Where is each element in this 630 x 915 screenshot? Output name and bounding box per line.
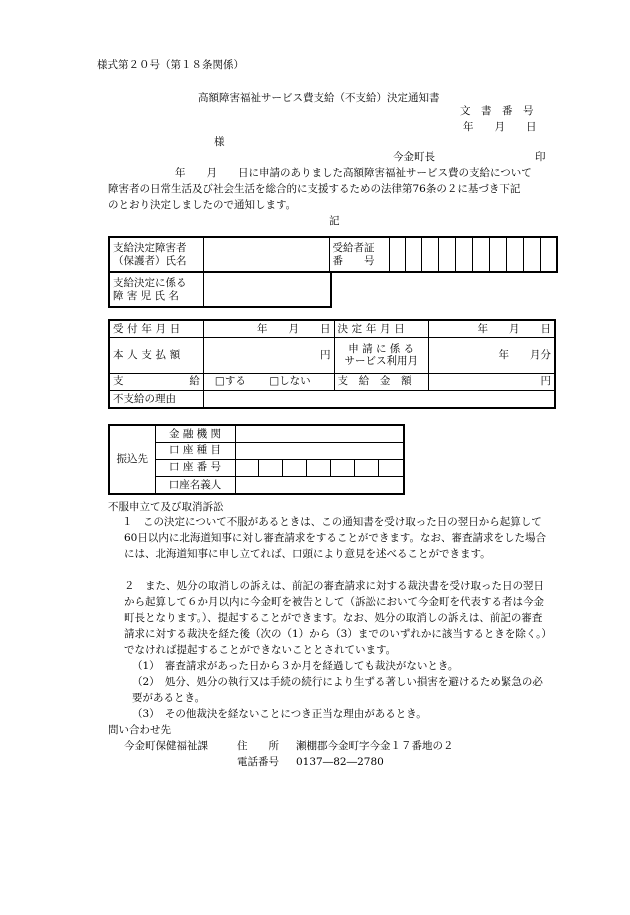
document-number: 文 書 番 号	[460, 105, 534, 117]
body-line-3: のとおり決定しましたので通知します。	[108, 199, 297, 211]
appeal-heading: 不服申立て及び取消訴訟	[108, 501, 224, 513]
payment-amount-label: 支 給 金 額	[334, 373, 428, 390]
recipient-number-digit[interactable]	[455, 237, 472, 272]
bank-field[interactable]	[235, 425, 404, 442]
body-line-1: 年 月 日に申請のありました高額障害福祉サービス費の支給について	[175, 167, 532, 179]
ki-marker: 記	[329, 215, 340, 227]
recipient-number-digit[interactable]	[405, 237, 421, 272]
account-number-label: 口 座 番 号	[155, 459, 235, 476]
payment-choice	[203, 373, 334, 390]
payment-yes-checkbox[interactable]: □する	[214, 375, 246, 388]
account-type-field[interactable]	[235, 442, 404, 459]
child-name-field[interactable]	[204, 272, 331, 307]
payment-label: 支 給	[109, 373, 203, 390]
applicant-table	[108, 236, 558, 273]
transfer-table	[108, 424, 405, 495]
document-title: 高額障害福祉サービス費支給（不支給）決定通知書	[198, 92, 440, 104]
non-payment-reason-label: 不支給の理由	[109, 390, 203, 408]
appeal-item-1: １ この決定について不服があるときは、この通知書を受け取った日の翌日から起算して60日以内に北海道知事に対し審査請求をすることができます。なお、審査請求をした場合には、北海道知事に申し立てれば、口頭により意見を述べることができます。	[122, 516, 547, 560]
seal-mark: 印	[535, 151, 546, 163]
account-number-digit[interactable]	[235, 459, 258, 476]
account-number-digit[interactable]	[282, 459, 306, 476]
account-number-digit[interactable]	[306, 459, 330, 476]
recipient-number-digit[interactable]	[506, 237, 523, 272]
account-holder-field[interactable]	[235, 476, 404, 494]
document-date: 年 月 日	[463, 121, 537, 133]
receipt-date-field[interactable]: 年 月 日	[203, 320, 334, 337]
address-label: 住 所	[237, 740, 279, 752]
recipient-number-digit[interactable]	[438, 237, 455, 272]
account-number-digit[interactable]	[354, 459, 378, 476]
transfer-label: 振込先	[109, 425, 155, 494]
address-value: 瀬棚郡今金町字今金１７番地の２	[296, 740, 454, 752]
decision-date-label: 決定年月日	[334, 320, 428, 337]
recipient-number-digit[interactable]	[540, 237, 557, 272]
self-payment-label: 本人支払額	[109, 337, 203, 373]
applicant-name-field[interactable]	[203, 237, 329, 272]
body-line-2: 障害者の日常生活及び社会生活を総合的に支援するための法律第76条の２に基づき下記	[108, 183, 521, 195]
receipt-date-label: 受付年月日	[109, 320, 203, 337]
recipient-number-digit[interactable]	[489, 237, 506, 272]
recipient-number-label: 受給者証 番 号	[329, 237, 389, 272]
account-number-digit[interactable]	[330, 459, 354, 476]
condition-1: （1） 審査請求があった日から３か月を経過しても裁決がないとき。	[132, 660, 459, 672]
payment-amount-field[interactable]: 円	[428, 373, 555, 390]
form-number: 様式第２０号（第１８条関係）	[97, 59, 244, 71]
recipient-number-digit[interactable]	[389, 237, 405, 272]
account-number-digit[interactable]	[378, 459, 404, 476]
account-type-label: 口 座 種 目	[155, 442, 235, 459]
appeal-item-2: ２ また、処分の取消しの訴えは、前記の審査請求に対する裁決書を受け取った日の翌日から起算して６か月以内に今金町を被告として（訴訟において今金町を代表する者は今金町長となります。）、提起することができます。なお、処分の取消しの訴えは、前記の審査請求に対する裁決を経た後（次の（1）から（3）までのいずれかに該当するときを除く。）でなければ提起することができないこととされています。	[124, 580, 547, 656]
decision-date-field[interactable]: 年 月 日	[428, 320, 555, 337]
service-month-field[interactable]: 年 月分	[428, 337, 555, 373]
decision-table	[108, 319, 556, 409]
self-payment-field[interactable]: 円	[203, 337, 334, 373]
condition-2: （2） 処分、処分の執行又は手続の続行により生ずる著しい損害を避けるため緊急の必要があるとき。	[132, 676, 543, 704]
recipient-number-digit[interactable]	[523, 237, 540, 272]
issuer: 今金町長	[393, 151, 435, 163]
contact-heading: 問い合わせ先	[108, 724, 171, 736]
phone-value: 0137―82―2780	[296, 756, 384, 768]
child-table	[108, 271, 332, 308]
office-name: 今金町保健福祉課	[124, 740, 208, 752]
bank-label: 金 融 機 関	[155, 425, 235, 442]
child-name-label: 支給決定に係る 障 害 児 氏 名	[109, 272, 204, 307]
account-holder-label: 口座名義人	[155, 476, 235, 494]
applicant-name-label: 支給決定障害者 （保護者）氏名	[109, 237, 203, 272]
recipient-suffix: 様	[214, 136, 225, 148]
service-month-label: 申 請 に 係 る サービス利用月	[334, 337, 428, 373]
recipient-number-digit[interactable]	[472, 237, 489, 272]
condition-3: （3） その他裁決を経ないことにつき正当な理由があるとき。	[132, 708, 427, 720]
phone-label: 電話番号	[237, 756, 279, 768]
account-number-digit[interactable]	[258, 459, 282, 476]
recipient-number-digit[interactable]	[421, 237, 438, 272]
payment-no-checkbox[interactable]: □しない	[269, 375, 311, 388]
non-payment-reason-field[interactable]	[203, 390, 555, 408]
